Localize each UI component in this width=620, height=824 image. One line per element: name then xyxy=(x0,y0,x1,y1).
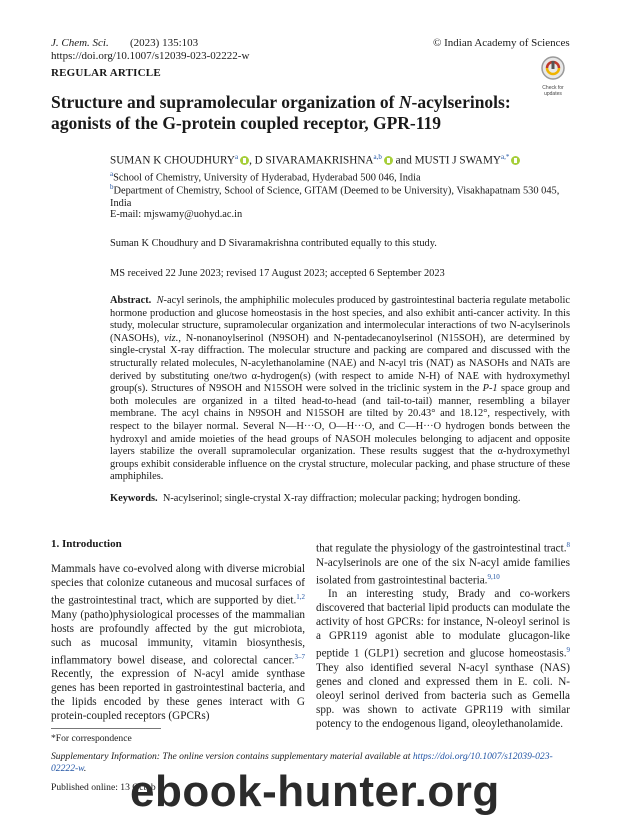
correspondence-note: *For correspondence xyxy=(51,733,132,744)
supp-text: Supplementary Information: The online version contains supplementary material available at xyxy=(51,751,413,762)
intro-text: N-acylserinols are one of the six N-acyl amide families isolated from gastrointestinal bacteria. xyxy=(316,556,570,587)
journal-volume: (2023) 135:103 xyxy=(130,37,199,49)
intro-text: They also identified several N-acyl synthase (NAS) genes and cloned and expressed them in E. coli. N-oleoyl serinol derived from bacteria such as Gemella spp. was shown to activate GPR119 with similar potency to the endogenous ligand, oleoylethanolamide. xyxy=(316,662,570,731)
abstract-label: Abstract. xyxy=(110,295,152,306)
intro-text: that regulate the physiology of the gastrointestinal tract. xyxy=(316,542,567,555)
article-title xyxy=(51,92,521,134)
title-part: agonists of the G-protein coupled receptor, GPR-119 xyxy=(51,113,442,133)
abstract xyxy=(110,295,570,484)
author-name[interactable]: SUMAN K CHOUDHURY xyxy=(110,154,235,167)
author-affil-mark: a,b xyxy=(373,153,382,161)
affil-mark: a xyxy=(110,170,114,178)
author-affil-mark: a,* xyxy=(501,153,510,161)
citation-link[interactable]: 8 xyxy=(566,541,570,549)
publisher-credit: © Indian Academy of Sciences xyxy=(433,37,570,49)
author-name[interactable]: and MUSTI J SWAMY xyxy=(392,154,502,167)
affil-text: Department of Chemistry, School of Science, GITAM (Deemed to be University), Visakhapatnam 530 045, India xyxy=(110,185,560,210)
title-part: Structure and supramolecular organization of xyxy=(51,92,399,112)
orcid-icon[interactable] xyxy=(240,156,249,165)
intro-text: Many (patho)physiological processes of the mammalian hosts are profoundly affected by the gut microbiota, such as mucosal immunity, vitamin biosynthesis, inflammatory bowel disease, and colorectal cancer. xyxy=(51,608,305,667)
title-part: -acylserinols: xyxy=(411,92,511,112)
abstract-text: -acyl serinols, the amphiphilic molecules produced by gastrointestinal bacteria regulate metabolic hormone production and glucose homeostasis in the host species, and also exhibit anti-cancer activity. In this study, molecular structure, supramolecular organization and intermolecular interactions of two N-acylserinols (NASOHs), xyxy=(110,295,570,344)
keywords-text: N-acylserinol; single-crystal X-ray diffraction; molecular packing; hydrogen bonding. xyxy=(162,493,521,504)
article-type: REGULAR ARTICLE xyxy=(51,67,161,79)
footnote-divider xyxy=(51,728,161,729)
abstract-text: space group and both molecules are organized in a tilted head-to-head (and tail-to-tail) manner, resembling a bilayer membrane. The acyl chains in N9SOH and N15SOH are tilted by 20.43° and 18.12°, respectively, with respect to the bilayer normal. Several N—H···O, O—H···O, and C—H···O hydrogen bonds between the hydroxyl and amide moieties of the head groups of NASOH molecules belonging to adjacent and opposite layers stabilize the overall supramolecular organization. These results suggest that the α-hydroxymethyl groups exhibit considerable influence on the crystal structure, molecular packing, and phase structure of these amphiphiles. xyxy=(110,383,570,483)
author-affil-mark: a xyxy=(234,153,239,161)
doi-link[interactable]: https://doi.org/10.1007/s12039-023-02222-w xyxy=(51,50,250,62)
author-name[interactable]: , D SIVARAMAKRISHNA xyxy=(249,154,374,167)
manuscript-history: MS received 22 June 2023; revised 17 August 2023; accepted 6 September 2023 xyxy=(110,268,445,279)
section-heading-introduction: 1. Introduction xyxy=(51,538,122,550)
title-part: N xyxy=(398,92,412,112)
abstract-text: , N-nonanoylserinol (N9SOH) and N-pentadecanoylserinol (N15SOH), are determined by single-crystal X-ray diffraction. The molecular structure and packing are compared and discussed with the structurally related molecules, N-acylethanolamine (NAE) and N-acyl tris (NAT) as NASOHs and NATs are derived by substituting one/two α-hydrogen(s) (with respect to amide N-H) of NAE with hydroxymethyl group(s). Structures of N9SOH and N15SOH were solved in the triclinic system in the xyxy=(110,332,570,395)
supp-text: . xyxy=(83,763,87,774)
supp-link[interactable]: https://doi.org/10.1007/s12039-023-02222-w xyxy=(51,751,553,774)
abstract-text: viz. xyxy=(164,332,179,344)
journal-name: J. Chem. Sci. xyxy=(51,37,109,49)
affiliation-b xyxy=(110,181,570,210)
citation-link[interactable]: 3–7 xyxy=(294,652,305,661)
keywords-label: Keywords. xyxy=(110,493,158,504)
published-date: Published online: 13 Octob xyxy=(51,782,156,793)
citation-link[interactable]: 9,10 xyxy=(487,572,500,581)
affil-mark: b xyxy=(110,183,114,191)
intro-text: Recently, the expression of N-acyl amide synthase genes has been reported in gastrointestinal bacteria, and the lipids encoded by these genes interact with G protein-coupled receptors (GPCRs) xyxy=(51,668,305,723)
orcid-icon[interactable] xyxy=(511,156,520,165)
check-for-updates-badge[interactable] xyxy=(538,55,568,97)
intro-right-column xyxy=(316,538,570,731)
abstract-text: N xyxy=(156,295,164,306)
keywords xyxy=(110,492,570,505)
affil-text: School of Chemistry, University of Hyderabad, Hyderabad 500 046, India xyxy=(113,172,421,184)
citation-link[interactable]: 9 xyxy=(566,646,570,655)
intro-left-column xyxy=(51,562,305,723)
watermark-text: ebook-hunter.org xyxy=(130,767,500,816)
email-line[interactable]: E-mail: mjswamy@uohyd.ac.in xyxy=(110,209,243,220)
abstract-text: P-1 xyxy=(482,383,498,395)
author-list xyxy=(110,150,520,168)
intro-text: In an interesting study, Brady and co-workers discovered that bacterial lipid products can modulate the activity of host GPCRs: for instance, N-oleoyl serinol is a GPR119 agonist able to modulate glucagon-like peptide 1 (GLP1) secretion and glucose homeostasis. xyxy=(316,588,570,661)
citation-link[interactable]: 1,2 xyxy=(296,593,305,601)
orcid-icon[interactable] xyxy=(384,156,393,165)
intro-text: Mammals have co-evolved along with diverse microbial species that colonize cutaneous and mucosal surfaces of the gastrointestinal tract, which are supported by diet. xyxy=(51,563,305,607)
equal-contribution-note: Suman K Choudhury and D Sivaramakrishna contributed equally to this study. xyxy=(110,238,437,249)
badge-label: Check for updates xyxy=(542,85,564,97)
check-for-updates-icon xyxy=(538,55,568,81)
